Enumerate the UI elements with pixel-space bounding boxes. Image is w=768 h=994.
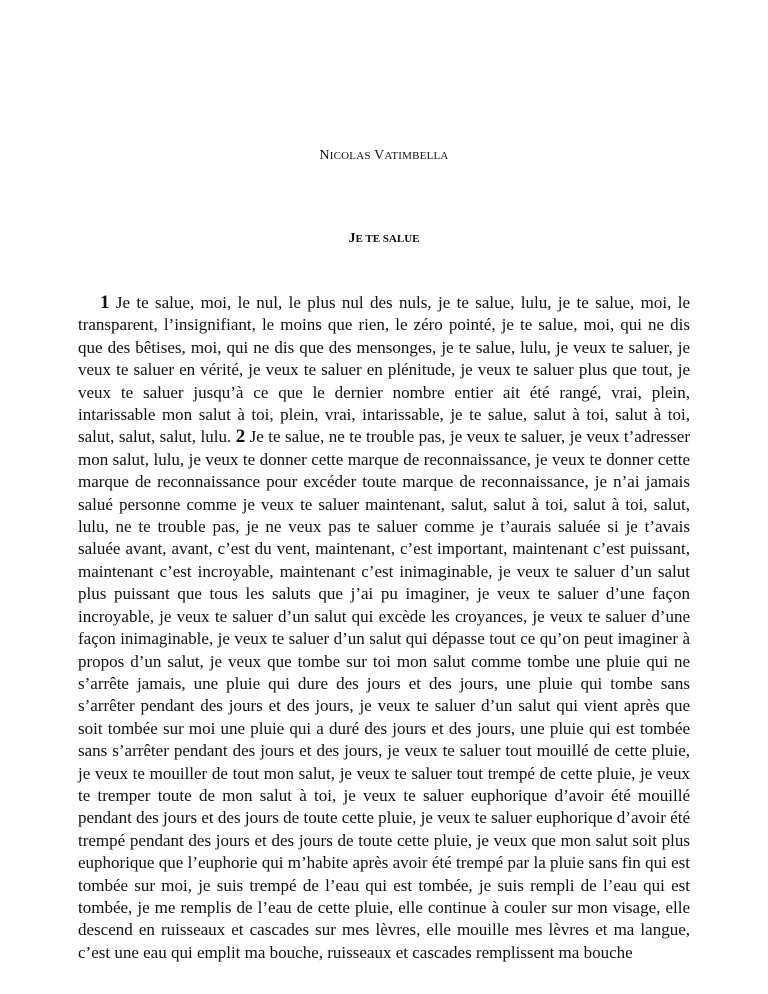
page-title: [0, 231, 768, 247]
author-name: [0, 148, 768, 164]
verse-text-2: Je te salue, ne te trouble pas, je veux te saluer, je veux t’adresser mon salut, lulu, je veux te donner cette marque de reconnaissance, je veux te donner cette marque de reconnaissance pour excéder toute marque de reconnaissance, je n’ai jamais salué personne comme je veux te saluer maintenant, salut, salut à toi, salut à toi, salut, lulu, ne te trouble pas, je ne veux pas te saluer comme je t’aurais saluée si je t’avais saluée avant, avant, c’est du vent, maintenant, c’est important, maintenant c’est puissant, maintenant c’est incroyable, maintenant c’est inimaginable, je veux te saluer d’un salut plus puissant que tous les saluts que j’ai pu imaginer, je veux te saluer d’une façon incroyable, je veux te saluer d’un salut qui excède les croyances, je veux te saluer d’une façon inimaginable, je veux te saluer d’un salut qui dépasse tout ce qu’on peut imaginer à propos d’un salut, je veux que tombe sur toi mon salut comme tombe une pluie qui ne s’arrête jamais, une pluie qui dure des jours et des jours, une pluie qui tombe sans s’arrêter pendant des jours et des jours, je veux te saluer d’un salut qui vient après que soit tombée sur moi une pluie qui a duré des jours et des jours, une pluie qui est tombée sans s’arrêter pendant des jours et des jours, je veux te saluer tout mouillé de cette pluie, je veux te mouiller de tout mon salut, je veux te saluer tout trempé de cette pluie, je veux te tremper toute de mon salut à toi, je veux te saluer euphorique d’avoir été mouillé pendant des jours et des jours de toute cette pluie, je veux te saluer euphorique d’avoir été trempé pendant des jours et des jours de toute cette pluie, je veux que mon salut soit plus euphorique que l’euphorie qui m’habite après avoir été trempé par la pluie sans fin qui est tombée sur moi, je suis trempé de l’eau qui est tombée, je suis rempli de l’eau qui est tombée, je me remplis de l’eau de cette pluie, elle continue à couler sur mon visage, elle descend en ruisseaux et cascades sur mes lèvres, elle mouille mes lèvres et ma langue, c’est une eau qui emplit ma bouche, ruisseaux et cascades remplissent ma bouche: [78, 427, 690, 962]
verse-text-1: Je te salue, moi, le nul, le plus nul des nuls, je te salue, lulu, je te salue, moi, le transparent, l’insignifiant, le moins que rien, le zéro pointé, je te salue, moi, qui ne dis que des bêtises, moi, qui ne dis que des mensonges, je te salue, lulu, je veux te saluer, je veux te saluer en vérité, je veux te saluer en plénitude, je veux te saluer plus que tout, je veux te saluer jusqu’à ce que le dernier nombre entier ait été rangé, vrai, plein, intarissable mon salut à toi, plein, vrai, intarissable, je te salue, salut à toi, salut à toi, salut, salut, salut, lulu.: [78, 293, 690, 447]
verse-number-1: 1: [100, 292, 110, 313]
body-paragraph: [78, 292, 690, 964]
title-initial: J: [348, 231, 356, 246]
author-last-rest: ATIMBELLA: [384, 150, 449, 162]
title-rest: E TE SALUE: [355, 233, 420, 245]
author-first-initial: N: [319, 148, 330, 163]
author-first-rest: ICOLAS: [329, 150, 371, 162]
verse-number-2: 2: [235, 426, 246, 448]
author-last-initial: V: [374, 148, 385, 163]
